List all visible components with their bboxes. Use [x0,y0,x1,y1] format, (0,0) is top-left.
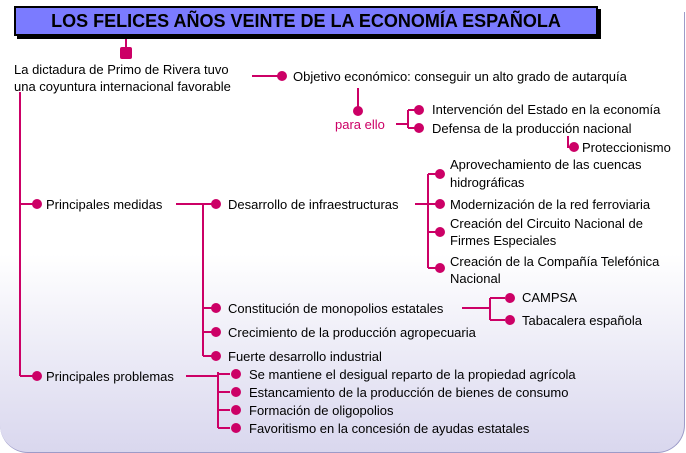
infra-item-1-line-1: Aprovechamiento de las cuencas [450,157,642,172]
intro-line-1: La dictadura de Primo de Rivera tuvo [14,62,229,77]
infra-item-4-line-1: Creación de la Compañía Telefónica [450,254,660,269]
monopoly-campsa: CAMPSA [522,290,577,305]
industry-measure: Fuerte desarrollo industrial [228,349,382,364]
monopoly-tabacalera: Tabacalera española [522,313,642,328]
objective-means-2: Defensa de la producción nacional [432,121,632,136]
para-ello-label: para ello [335,117,385,132]
problem-item-3: Formación de oligopolios [249,403,394,418]
diagram-title: LOS FELICES AÑOS VEINTE DE LA ECONOMÍA ESPAÑOLA [51,11,561,31]
infra-item-4-line-2: Nacional [450,271,501,286]
title-box [14,6,598,36]
infra-item-1-line-2: hidrográficas [450,175,525,190]
problem-item-4: Favoritismo en la concesión de ayudas estatales [249,421,530,436]
infra-label: Desarrollo de infraestructuras [228,197,399,212]
problem-item-2: Estancamiento de la producción de bienes de consumo [249,385,569,400]
objective-means-1: Intervención del Estado en la economía [432,102,661,117]
infra-item-2: Modernización de la red ferroviaria [450,197,651,212]
protectionism-node: Proteccionismo [582,140,671,155]
measures-label: Principales medidas [46,197,163,212]
infra-item-3-line-2: Firmes Especiales [450,233,557,248]
objective-node: Objetivo económico: conseguir un alto grado de autarquía [293,69,627,84]
agri-measure: Crecimiento de la producción agropecuaria [228,325,476,340]
intro-line-2: una coyuntura internacional favorable [14,79,231,94]
problems-label: Principales problemas [46,369,174,384]
infra-item-3-line-1: Creación del Circuito Nacional de [450,216,643,231]
monopolies-label: Constitución de monopolios estatales [228,301,444,316]
problem-item-1: Se mantiene el desigual reparto de la propiedad agrícola [249,367,576,382]
